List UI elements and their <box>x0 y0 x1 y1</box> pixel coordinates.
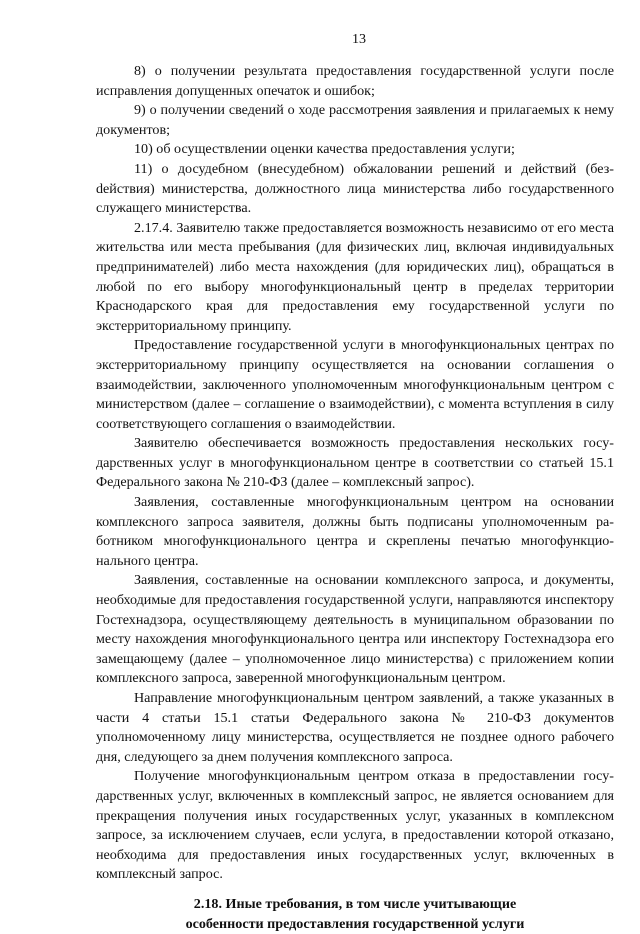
paragraph-2-17-4: 2.17.4. Заявителю также предоставляется возможность независимо от его места жительства или места пребывания (для физических лиц, включая индивидуальных предпринимателей) либо места нахождения (для юридических лиц), обращаться в любой по его выбору многофункциональный центр в пределах территории Краснодарского края для предоставления ему государственной услуги по экстерриториальному принципу. <box>96 219 614 334</box>
paragraph-item-10: 10) об осуществлении оценки качества предоставления услуги; <box>134 141 515 158</box>
paragraph-extraterritorial: Предоставление государственной услуги в многофункциональных центрах по экстерриториальному принципу осуществляется на основании соглашения о взаимодействии, заключенного уполномоченным многофункциональным центром с министерством (далее – соглашение о взаимодействии), с момента вступления в силу соответствующего соглашения о взаимодействии. <box>96 337 614 432</box>
paragraph-item-9: 9) о получении сведений о ходе рассмотрения заявления и прилагаемых к нему документов; <box>96 102 614 138</box>
section-title <box>96 895 614 934</box>
page-number: 13 <box>351 31 367 47</box>
section-title-line-2: особенности предоставления государственной услуги <box>185 915 525 932</box>
paragraph-refusal: Получение многофункциональным центром отказа в предоставлении государственных услуг, включенных в комплексный запрос, не является основанием для прекращения получения иных государственных услуг, указанных в комплексном запросе, за исключением случаев, если услуга, в предоставлении которой отказано, необходима для предоставления иных государственных услуг, включенных в комплексный запрос. <box>96 768 614 883</box>
paragraph-applications-signed: Заявления, составленные многофункциональным центром на основании комплексного запроса заявителя, должны быть подписаны уполномоченным работником многофункционального центра и скреплены печатью многофункционального центра. <box>96 494 614 569</box>
paragraph-applications-sent: Заявления, составленные на основании комплексного запроса, и документы, необходимые для предоставления государственной услуги, направляются инспектору Гостехнадзора, осуществляющему деятельность в муниципальном образовании по месту нахождения многофункционального центра или инспектору Гостехнадзора его замещающему (далее – уполномоченное лицо министерства) с приложением копии комплексного запроса, заверенной многофункциональным центром. <box>96 572 614 687</box>
paragraph-complex-request: Заявителю обеспечивается возможность предоставления нескольких государственных услуг в многофункциональном центре в соответствии со статьей 15.1 Федерального закона № 210-ФЗ (далее – комплексный запрос). <box>96 435 614 491</box>
paragraph-item-11: 11) о досудебном (внесудебном) обжаловании решений и действий (безdействия) министерства, должностного лица министерства либо государственного служащего министерства. <box>96 160 614 217</box>
section-title-line-1: 2.18. Иные требования, в том числе учитывающие <box>193 895 517 912</box>
paragraph-item-8: 8) о получении результата предоставления государственной услуги после исправления допущенных опечаток и ошибок; <box>96 63 614 99</box>
paragraph-documents-deadline: Направление многофункциональным центром заявлений, а также указанных в части 4 статьи 15.1 статьи Федерального закона № 210-ФЗ документов уполномоченному лицу министерства, осуществляется не позднее одного рабочего дня, следующего за днем получения комплексного запроса. <box>96 690 614 765</box>
